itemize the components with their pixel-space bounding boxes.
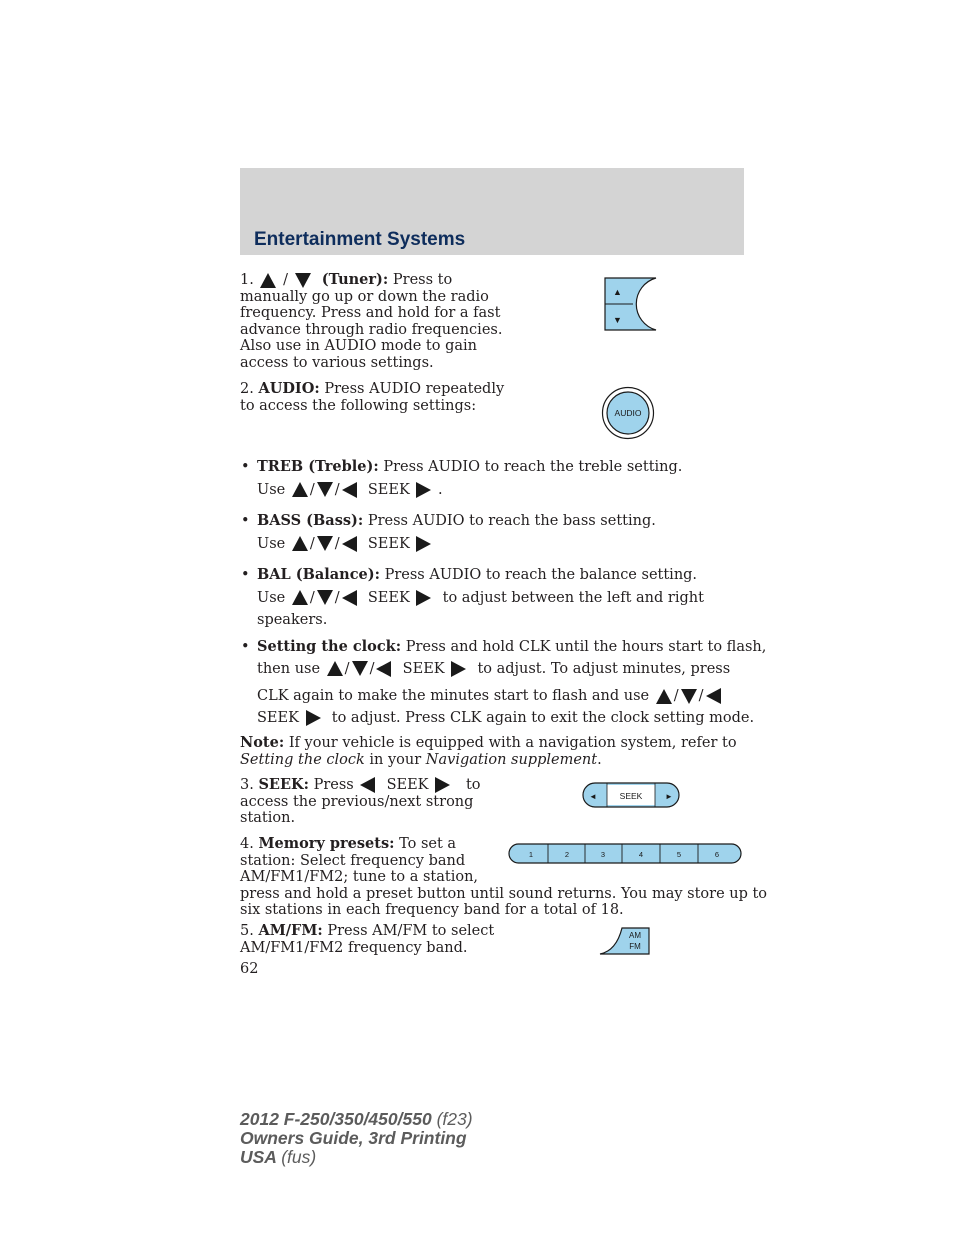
preset-5-label: 5 <box>676 850 682 859</box>
left-arrow-icon <box>342 536 357 552</box>
right-arrow-icon <box>451 661 466 677</box>
up-arrow-icon <box>292 536 308 551</box>
down-arrow-icon <box>295 273 311 288</box>
preset-3-label: 3 <box>600 850 606 859</box>
preset-4-label: 4 <box>638 850 644 859</box>
bullet-bass: • BASS (Bass): Press AUDIO to reach the bass setting. Use / / SEEK <box>241 512 656 552</box>
section-header <box>240 168 744 255</box>
up-arrow-icon <box>292 590 308 605</box>
down-arrow-icon <box>317 590 333 605</box>
right-arrow-icon <box>416 536 431 552</box>
seek-button-illustration <box>582 782 680 809</box>
preset-buttons-illustration <box>508 843 742 864</box>
up-arrow-icon <box>292 482 308 497</box>
amfm-label-fm: FM <box>629 942 641 951</box>
left-arrow-icon <box>706 688 721 704</box>
tuner-up-icon: ▲ <box>613 287 622 297</box>
document-footer: 2012 F-250/350/450/550 (f23) Owners Guide, 3rd Printing USA (fus) <box>240 1109 473 1167</box>
item-presets: 4. Memory presets: To set a station: Select frequency band AM/FM1/FM2; tune to a station, press and hold a preset button until sound returns. You may store up to six stations in each frequency band for a total of 18. <box>240 835 768 918</box>
seek-left-icon: ◄ <box>589 792 597 801</box>
preset-6-label: 6 <box>714 850 720 859</box>
bullet-balance: • BAL (Balance): Press AUDIO to reach the balance setting. Use / / SEEK to adjust between the left and right speakers. <box>241 566 704 628</box>
item-tuner: 1. / (Tuner): Press to manually go up or down the radio frequency. Press and hold for a fast advance through radio frequencies. Also use in AUDIO mode to gain access to various settings. <box>240 271 503 371</box>
up-arrow-icon <box>260 273 276 288</box>
right-arrow-icon <box>435 777 450 793</box>
up-arrow-icon <box>327 661 343 676</box>
item-amfm: 5. AM/FM: Press AM/FM to select AM/FM1/FM2 frequency band. <box>240 922 495 956</box>
left-arrow-icon <box>360 777 375 793</box>
tuner-down-icon: ▼ <box>613 315 622 325</box>
bullet-treble: • TREB (Treble): Press AUDIO to reach the treble setting. Use / / SEEK . <box>241 458 683 498</box>
down-arrow-icon <box>681 689 697 704</box>
amfm-button-illustration <box>598 926 652 956</box>
item-audio: 2. AUDIO: Press AUDIO repeatedly to access the following settings: <box>240 380 505 414</box>
audio-button-illustration <box>600 386 656 440</box>
down-arrow-icon <box>317 536 333 551</box>
seek-button-label: SEEK <box>619 791 643 801</box>
amfm-label-am: AM <box>629 931 641 940</box>
left-arrow-icon <box>342 590 357 606</box>
up-arrow-icon <box>656 689 672 704</box>
right-arrow-icon <box>416 590 431 606</box>
bullet-clock: • Setting the clock: Press and hold CLK until the hours start to flash, then use / / SEEK to adjust. To adjust minutes, press CLK again to make the minutes start to flash and use / / SEEK to adjust. Press CLK again to exit the clock setting mode. <box>241 638 767 726</box>
section-title: Entertainment Systems <box>254 229 466 250</box>
preset-2-label: 2 <box>564 850 570 859</box>
down-arrow-icon <box>352 661 368 676</box>
audio-button-label: AUDIO <box>614 408 642 418</box>
seek-right-icon: ► <box>665 792 673 801</box>
page-number: 62 <box>240 961 259 977</box>
right-arrow-icon <box>416 482 431 498</box>
left-arrow-icon <box>342 482 357 498</box>
tuner-button-illustration <box>600 276 662 334</box>
note: Note: If your vehicle is equipped with a navigation system, refer to Setting the clock in your Navigation supplement. <box>240 734 737 768</box>
down-arrow-icon <box>317 482 333 497</box>
right-arrow-icon <box>306 710 321 726</box>
item-seek: 3. SEEK: Press SEEK to access the previous/next strong station. <box>240 776 481 826</box>
preset-1-label: 1 <box>528 850 534 859</box>
left-arrow-icon <box>376 661 391 677</box>
